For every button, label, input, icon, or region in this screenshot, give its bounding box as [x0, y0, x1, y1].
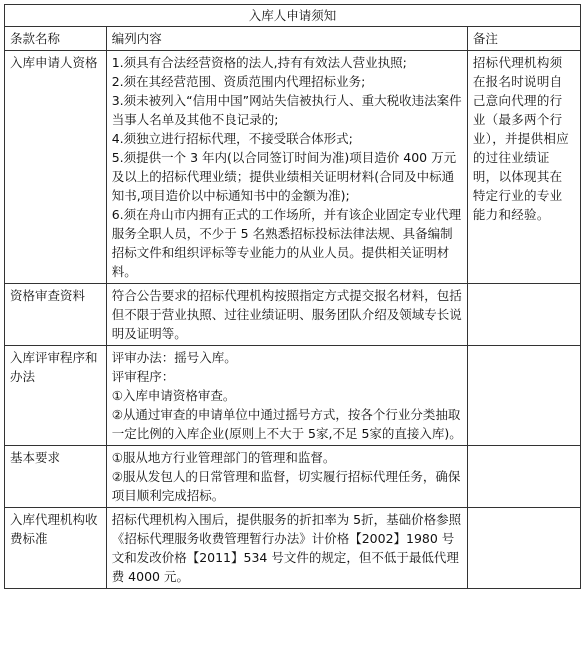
clause-content	[106, 446, 467, 508]
content-line: 符合公告要求的招标代理机构按照指定方式提交报名材料，包括但不限于营业执照、过往业绩证明、服务团队介绍及领域专长说明及证明等。	[111, 288, 462, 341]
table-header-row	[5, 27, 581, 51]
clause-remark	[467, 446, 580, 508]
content-line: 1.须具有合法经营资格的法人,持有有效法人营业执照;	[111, 55, 407, 70]
header-remark: 备注	[467, 27, 580, 51]
clause-name: 资格审查资料	[5, 284, 107, 346]
content-line: ②从通过审查的申请单位中通过摇号方式，按各个行业分类抽取一定比例的入库企业(原则上不大于 5家,不足 5家的直接入库)。	[111, 407, 462, 441]
table-row	[5, 446, 581, 508]
clause-name: 入库代理机构收费标准	[5, 508, 107, 589]
clause-content	[106, 346, 467, 446]
clause-content	[106, 508, 467, 589]
table-row	[5, 346, 581, 446]
content-line: 5.须提供一个 3 年内(以合同签订时间为准)项目造价 400 万元及以上的招标代理业绩；提供业绩相关证明材料(合同及中标通知书,项目造价以中标通知书中的金额为准);	[111, 150, 457, 203]
clause-content	[106, 284, 467, 346]
content-line: ①服从地方行业管理部门的管理和监督。	[111, 450, 336, 465]
content-line: 4.须独立进行招标代理，不接受联合体形式;	[111, 131, 353, 146]
table-row	[5, 51, 581, 284]
table-row	[5, 508, 581, 589]
table-title-row	[5, 5, 581, 27]
clause-remark	[467, 284, 580, 346]
clause-content	[106, 51, 467, 284]
content-line: 6.须在舟山市内拥有正式的工作场所，并有该企业固定专业代理服务全职人员，不少于 5 名熟悉招标投标法律法规、具备编制招标文件和组织评标等专业能力的从业人员。提供相关证明材料。	[111, 207, 462, 279]
content-line: 招标代理机构入围后，提供服务的折扣率为 5折，基础价格参照《招标代理服务收费管理暂行办法》计价格【2002】1980 号文和发改价格【2011】534 号文件的规定，但不低于最低代理费 4000 元。	[111, 512, 462, 584]
table-title: 入库人申请须知	[5, 5, 581, 27]
table-row	[5, 284, 581, 346]
clause-name: 基本要求	[5, 446, 107, 508]
clause-remark	[467, 346, 580, 446]
header-clause-name: 条款名称	[5, 27, 107, 51]
content-line: 2.须在其经营范围、资质范围内代理招标业务;	[111, 74, 366, 89]
clause-name: 入库评审程序和办法	[5, 346, 107, 446]
content-line: 3.须未被列入“信用中国”网站失信被执行人、重大税收违法案件当事人名单及其他不良记录的;	[111, 93, 462, 127]
clause-name: 入库申请人资格	[5, 51, 107, 284]
content-line: 评审办法：摇号入库。	[111, 350, 237, 365]
notice-table	[4, 4, 581, 589]
content-line: 评审程序：	[111, 369, 175, 384]
content-line: ①入库申请资格审查。	[111, 388, 236, 403]
content-line: ②服从发包人的日常管理和监督，切实履行招标代理任务，确保项目顺利完成招标。	[111, 469, 461, 503]
clause-remark: 招标代理机构须在报名时说明自己意向代理的行业（最多两个行业），并提供相应的过往业绩证明，以体现其在特定行业的专业能力和经验。	[467, 51, 580, 284]
clause-remark	[467, 508, 580, 589]
header-content: 编列内容	[106, 27, 467, 51]
